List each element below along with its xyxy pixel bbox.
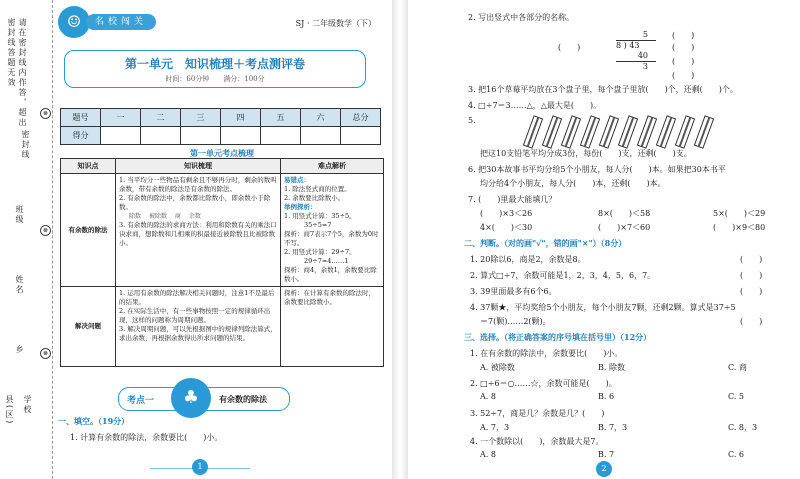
table-row — [61, 159, 384, 174]
field-township: 乡 — [15, 345, 24, 355]
kp-point: 3. 解决周期问题，可以先根据图中的规律列除法算式，求出余数，再根据余数得出所求问题的结果。 — [119, 325, 277, 342]
binding-hole-icon: ⊗ — [40, 108, 51, 119]
part-title: 三、选择。（将正确答案的序号填在括号里）（12分） — [464, 332, 652, 342]
page-title: 第一单元 知识梳理＋考点测评卷 — [124, 57, 305, 71]
choice-option[interactable]: A. 7，3 — [480, 423, 510, 432]
analysis-line: 1. 用竖式计算：35÷5。 — [284, 212, 356, 220]
score-input[interactable] — [301, 127, 341, 145]
pencil-icon — [542, 115, 562, 148]
answer-blank[interactable]: ( ) — [672, 71, 695, 80]
answer-blank[interactable]: ( ) — [672, 57, 695, 66]
score-input[interactable] — [101, 127, 141, 145]
inequality: 5×( )＜29 — [713, 209, 766, 218]
kp-point: 1. 当平均分一些物品有剩余且不够再分时，剩余的数叫余数，带有余数的除法是有余数的除法。 — [119, 176, 277, 193]
kp-point: 2. 在实际生活中，有一些事物按照一定的规律循环出现，这样的问题称为周期问题。 — [119, 307, 271, 324]
answer-blank[interactable]: ( ) — [672, 43, 695, 52]
long-division: 5 8 ) 43 40 3 — [616, 30, 656, 72]
pencil-icon — [694, 115, 714, 148]
question-text: 把这10支铅笔平均分成3份，每份( )支，还剩( )支。 — [480, 149, 692, 158]
answer-blank[interactable]: ( ) — [558, 43, 581, 52]
pencil-icon — [561, 115, 581, 148]
table-cell: 二 — [141, 109, 181, 127]
choice-question: 1. 在有余数的除法中，余数要比( )小。 — [470, 349, 623, 358]
divisor: 8 — [616, 41, 622, 50]
table-cell: 三 — [181, 109, 221, 127]
judge-blank[interactable]: ( ) — [740, 255, 763, 264]
tree-icon: ♣ — [171, 378, 211, 418]
page-number: 1 — [192, 459, 208, 475]
pencil-icon — [637, 115, 657, 148]
judge-item: 3. 39里面最多有6个6。 — [470, 287, 557, 296]
analysis-line: 2. 用竖式计算：29÷7。 — [284, 248, 356, 256]
score-input[interactable] — [181, 127, 221, 145]
mascot-logo-icon: ☺ — [58, 6, 90, 38]
field-class: 班级 — [15, 205, 24, 225]
analysis-line: 1. 除法竖式商的位置。 — [284, 185, 351, 193]
exam-meta: 时间：60分钟 满分：100分 — [165, 75, 265, 83]
judge-item: 1. 20除以6，商是2，余数是8。 — [470, 255, 586, 264]
dividend: 43 — [629, 41, 640, 50]
margin-notice: 请在密封线内作答，超出密封线答题无效 — [7, 18, 27, 128]
score-input[interactable] — [141, 127, 181, 145]
question: 3. 把16个草莓平均放在3个盘子里，每个盘子里放( )个，还剩( )个。 — [468, 85, 738, 94]
table-cell: 得分 — [61, 127, 101, 145]
content-cell — [116, 174, 281, 287]
answer-blank[interactable]: ( ) — [672, 31, 695, 40]
pencil-icon — [580, 115, 600, 148]
table-row — [61, 109, 381, 127]
table-row — [61, 127, 381, 145]
analysis-line: 探析：在计算有余数的除法时，余数要比除数小。 — [284, 289, 375, 306]
analysis-cell — [281, 287, 384, 367]
topic-cell: 有余数的除法 — [61, 174, 116, 287]
pencil-icon — [675, 115, 695, 148]
choice-question: 2. □÷6＝○……☆，余数可能是( )。 — [470, 379, 617, 388]
judge-blank[interactable]: ( ) — [740, 271, 763, 280]
question: 7. ( )里最大能填几？ — [468, 195, 557, 204]
right-page — [408, 0, 800, 479]
inequality: ( )×9＜80 — [713, 223, 766, 232]
quotient: 5 — [642, 30, 648, 39]
binding-hole-icon: ⊗ — [40, 225, 51, 236]
part-title: 一、填空。（19分） — [58, 416, 130, 426]
judge-blank[interactable]: ( ) — [740, 317, 763, 326]
choice-option[interactable]: A. 8 — [480, 392, 496, 401]
analysis-line: 2. 余数要比除数小。 — [284, 194, 345, 202]
analysis-cell — [281, 174, 384, 287]
unit-title-box — [64, 50, 366, 88]
kp-point: 3. 有余数的除法的求商方法：利用和除数有关的乘法口诀求商，想除数和几相乘的积最接近被除数且比被除数小。 — [119, 221, 277, 247]
section-label: 考点一 — [127, 396, 155, 406]
question: 4. □÷7＝3……△，△最大是( )。 — [468, 101, 602, 110]
choice-option[interactable]: B. 除数 — [598, 363, 625, 372]
division-diagram: 除数 被除数 商 余数 — [129, 213, 201, 220]
table-header: 难点解析 — [281, 159, 384, 174]
binding-margin — [0, 0, 53, 479]
field-name: 姓名 — [15, 275, 24, 295]
choice-question: 3. 52÷7，商是几？余数是几？( ) — [470, 409, 605, 418]
page-number: 2 — [596, 461, 612, 477]
kp-point: 1. 运用有余数的除法解决相关问题时，注意1不是最后的结果。 — [119, 289, 275, 306]
question: 均分给4个小朋友，每人分( )本，还剩( )本。 — [480, 179, 666, 188]
pencil-icon — [599, 115, 619, 148]
table-header: 知识点 — [61, 159, 116, 174]
topic-cell: 解决问题 — [61, 287, 116, 367]
choice-option[interactable]: B. 7，3 — [598, 423, 628, 432]
score-table — [60, 108, 381, 145]
inequality: ( )×7＜60 — [598, 223, 651, 232]
inequality: 8×( )＜58 — [598, 209, 651, 218]
question: 2. 写出竖式中各部分的名称。 — [468, 13, 575, 22]
choice-option[interactable]: C. 8，3 — [728, 423, 758, 432]
choice-option[interactable]: A. 8 — [480, 450, 496, 459]
table-row — [61, 174, 384, 287]
example-equation: 29÷7=4……1 — [304, 257, 349, 265]
pencil-icon — [523, 115, 543, 148]
question: 1. 计算有余数的除法，余数要比( )小。 — [70, 433, 223, 442]
content-cell — [116, 287, 281, 367]
table-cell: 四 — [221, 109, 261, 127]
table-row — [61, 287, 384, 367]
judge-blank[interactable]: ( ) — [740, 287, 763, 296]
brand-banner: 名校闯关 — [86, 14, 156, 30]
judge-item: 4. 37颗★，平均奖给5个小朋友，每个小朋友7颗，还剩2颗。算式是37÷5 — [470, 303, 736, 312]
table-cell: 六 — [301, 109, 341, 127]
analysis-line: 探析：商7表示7个5，余数为0时不写。 — [284, 230, 379, 247]
series-label: SJ · 二年级数学（下） — [295, 19, 376, 28]
field-school: 学校 — [23, 395, 32, 415]
table-header: 知识梳理 — [116, 159, 281, 174]
table-cell: 五 — [261, 109, 301, 127]
left-page — [0, 0, 392, 479]
question-number: 5. — [468, 116, 476, 125]
choice-option[interactable]: B. 6 — [598, 392, 615, 401]
pencil-row — [528, 116, 718, 152]
inequality: ( )×3＜26 — [480, 209, 533, 218]
judge-item: 2. 算式□÷7，余数可能是1，2，3，4，5，6，7。 — [470, 271, 656, 280]
score-input[interactable] — [341, 127, 381, 145]
analysis-line: 举例探析： — [284, 203, 317, 211]
section-banner — [118, 387, 290, 411]
remainder: 3 — [642, 62, 648, 71]
binding-hole-icon: ⊗ — [40, 348, 51, 359]
judge-item: ＝7(颗)……2(颗)。 — [480, 317, 551, 326]
choice-option[interactable]: C. 商 — [728, 363, 747, 372]
knowledge-table — [60, 158, 384, 367]
knowledge-table-title: 第一单元考点梳理 — [190, 148, 254, 158]
book-gutter — [392, 0, 408, 479]
score-input[interactable] — [221, 127, 261, 145]
section-name: 有余数的除法 — [219, 394, 267, 404]
analysis-line: 易错点： — [284, 176, 310, 184]
choice-option[interactable]: C. 5 — [728, 392, 745, 401]
product: 40 — [616, 51, 656, 62]
choice-option[interactable]: A. 被除数 — [480, 363, 515, 372]
choice-option[interactable]: C. 6 — [728, 450, 745, 459]
question: 6. 把30本故事书平均分给5个小朋友，每人分( )本。如果把30本书平 — [468, 165, 726, 174]
table-cell: 一 — [101, 109, 141, 127]
kp-point: 2. 有余数的除法中，余数都比除数小，即余数小于除数。 — [119, 194, 271, 211]
inequality: 4×( )＜30 — [480, 223, 533, 232]
table-cell: 题号 — [61, 109, 101, 127]
pencil-icon — [656, 115, 676, 148]
table-cell: 总分 — [341, 109, 381, 127]
field-county: 县(区) — [5, 395, 14, 426]
analysis-line: 探析：商4，余数1，余数要比除数小。 — [284, 266, 377, 283]
score-input[interactable] — [261, 127, 301, 145]
choice-question: 4. 一个数除以( )，余数最大是7。 — [470, 437, 604, 446]
choice-option[interactable]: B. 7 — [598, 450, 615, 459]
example-equation: 35÷5=7 — [304, 221, 332, 229]
seal-line-label: 密封线 — [21, 130, 30, 160]
pencil-icon — [618, 115, 638, 148]
part-title: 二、判断。（对的画"√"，错的画"×"）（8分） — [464, 238, 627, 248]
